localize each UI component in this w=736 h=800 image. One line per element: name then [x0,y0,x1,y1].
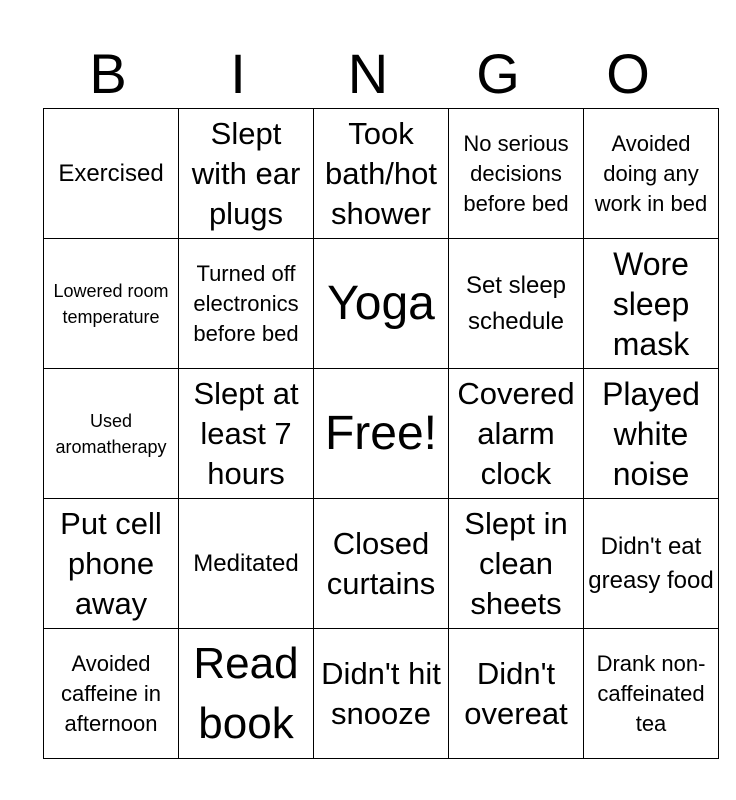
bingo-cell[interactable]: No serious decisions before bed [449,109,584,239]
bingo-cell[interactable]: Put cell phone away [44,499,179,629]
bingo-cell[interactable]: Exercised [44,109,179,239]
bingo-cell[interactable]: Avoided caffeine in afternoon [44,629,179,759]
bingo-cell[interactable]: Meditated [179,499,314,629]
bingo-cell[interactable]: Didn't eat greasy food [584,499,719,629]
bingo-cell[interactable]: Turned off electronics before bed [179,239,314,369]
bingo-cell[interactable]: Lowered room temperature [44,239,179,369]
bingo-cell[interactable]: Set sleep schedule [449,239,584,369]
bingo-cell[interactable]: Didn't overeat [449,629,584,759]
bingo-cell[interactable]: Closed curtains [314,499,449,629]
header-letter-g: G [476,42,520,105]
bingo-cell[interactable]: Covered alarm clock [449,369,584,499]
bingo-cell[interactable]: Yoga [314,239,449,369]
bingo-cell[interactable]: Free! [314,369,449,499]
header-letter-b: B [89,42,127,105]
bingo-card [43,108,719,759]
bingo-cell[interactable]: Slept at least 7 hours [179,369,314,499]
bingo-row [44,109,719,239]
bingo-cell[interactable]: Slept with ear plugs [179,109,314,239]
bingo-cell[interactable]: Didn't hit snooze [314,629,449,759]
bingo-cell[interactable]: Played white noise [584,369,719,499]
bingo-row [44,369,719,499]
bingo-header [43,40,693,108]
header-letter-n: N [347,42,389,105]
bingo-row [44,499,719,629]
bingo-cell[interactable]: Took bath/hot shower [314,109,449,239]
bingo-row [44,239,719,369]
header-letter-i: I [230,42,246,105]
header-letter-o: O [606,42,650,105]
bingo-cell[interactable]: Read book [179,629,314,759]
bingo-cell[interactable]: Used aromatherapy [44,369,179,499]
bingo-row [44,629,719,759]
bingo-cell[interactable]: Avoided doing any work in bed [584,109,719,239]
bingo-cell[interactable]: Drank non-caffeinated tea [584,629,719,759]
bingo-cell[interactable]: Wore sleep mask [584,239,719,369]
bingo-cell[interactable]: Slept in clean sheets [449,499,584,629]
